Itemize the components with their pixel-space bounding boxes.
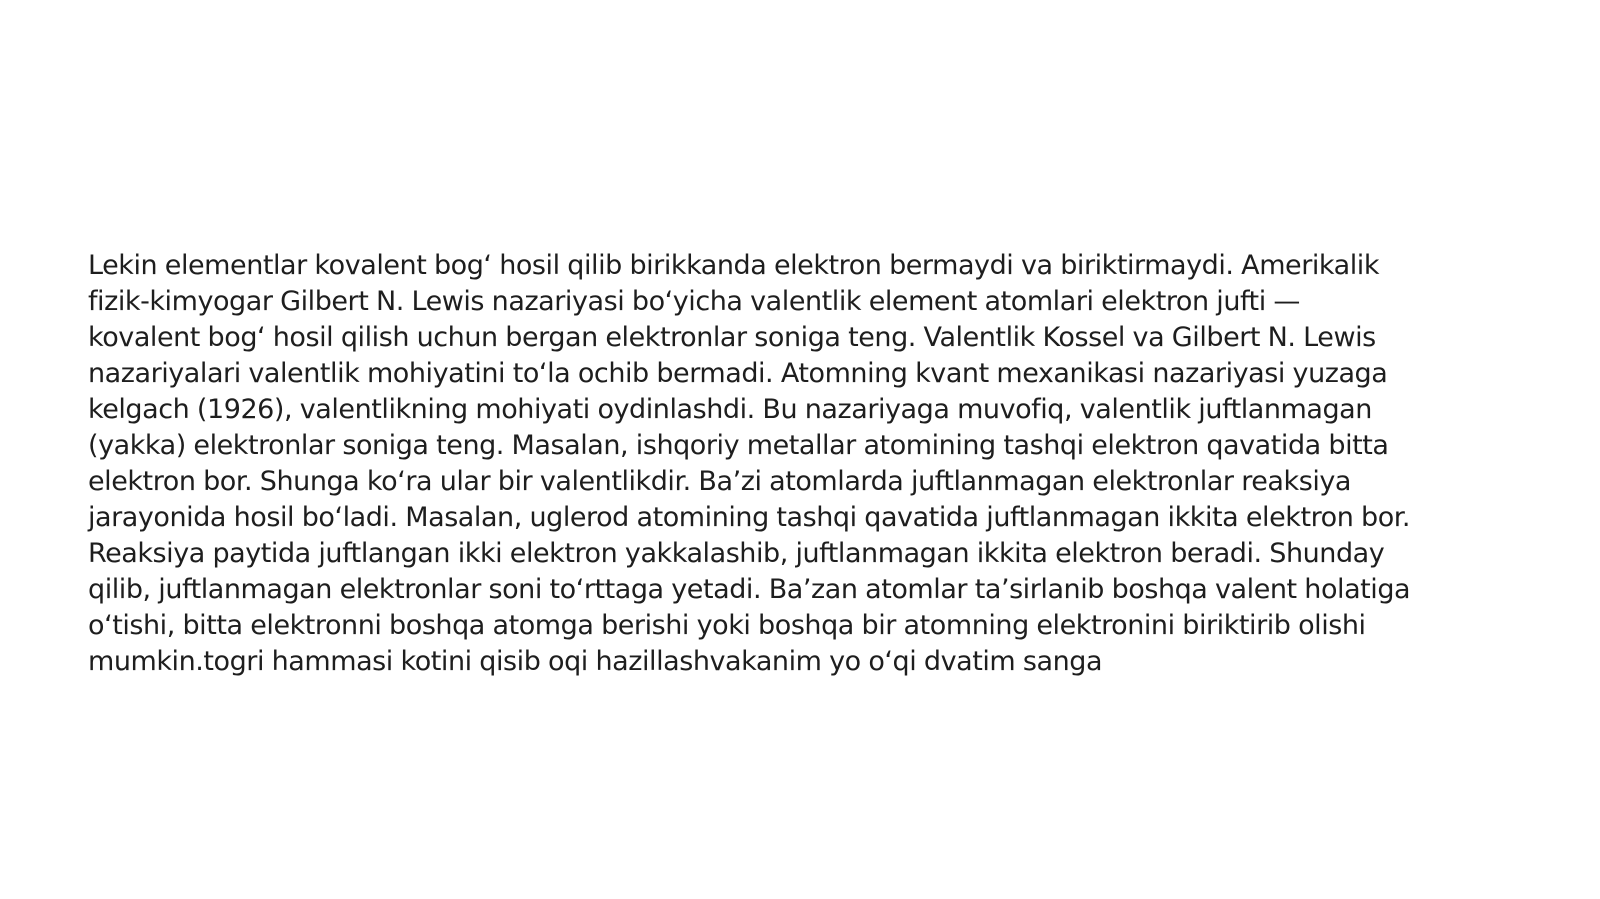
- paragraph-line: Reaksiya paytida juftlangan ikki elektron yakkalashib, juftlanmagan ikkita elektron beradi. Shunday: [88, 538, 1385, 569]
- paragraph-line: mumkin.togri hammasi kotini qisib oqi hazillashvakanim yo o‘qi dvatim sanga: [88, 646, 1103, 677]
- paragraph-line: kovalent bog‘ hosil qilish uchun bergan elektronlar soniga teng. Valentlik Kossel va Gilbert N. Lewis: [88, 322, 1376, 353]
- paragraph-line: Lekin elementlar kovalent bog‘ hosil qilib birikkanda elektron bermaydi va biriktirmaydi. Amerikalik: [88, 250, 1380, 281]
- paragraph-line: qilib, juftlanmagan elektronlar soni to‘rttaga yetadi. Ba’zan atomlar ta’sirlanib boshqa valent holatiga: [88, 574, 1411, 605]
- paragraph-line: fizik-kimyogar Gilbert N. Lewis nazariyasi bo‘yicha valentlik element atomlari elektron jufti —: [88, 286, 1300, 317]
- paragraph-line: o‘tishi, bitta elektronni boshqa atomga berishi yoki boshqa bir atomning elektronini biriktirib olishi: [88, 610, 1366, 641]
- paragraph-line: elektron bor. Shunga ko‘ra ular bir valentlikdir. Ba’zi atomlarda juftlanmagan elektronlar reaksiya: [88, 466, 1351, 497]
- paragraph-line: (yakka) elektronlar soniga teng. Masalan, ishqoriy metallar atomining tashqi elektron qavatida bitta: [88, 430, 1389, 461]
- paragraph-line: kelgach (1926), valentlikning mohiyati oydinlashdi. Bu nazariyaga muvofiq, valentlik juftlanmagan: [88, 394, 1372, 425]
- paragraph-line: jarayonida hosil bo‘ladi. Masalan, uglerod atomining tashqi qavatida juftlanmagan ikkita elektron bor.: [88, 502, 1411, 533]
- paragraph-line: nazariyalari valentlik mohiyatini to‘la ochib bermadi. Atomning kvant mexanikasi nazariyasi yuzaga: [88, 358, 1388, 389]
- body-paragraph: [88, 248, 1548, 680]
